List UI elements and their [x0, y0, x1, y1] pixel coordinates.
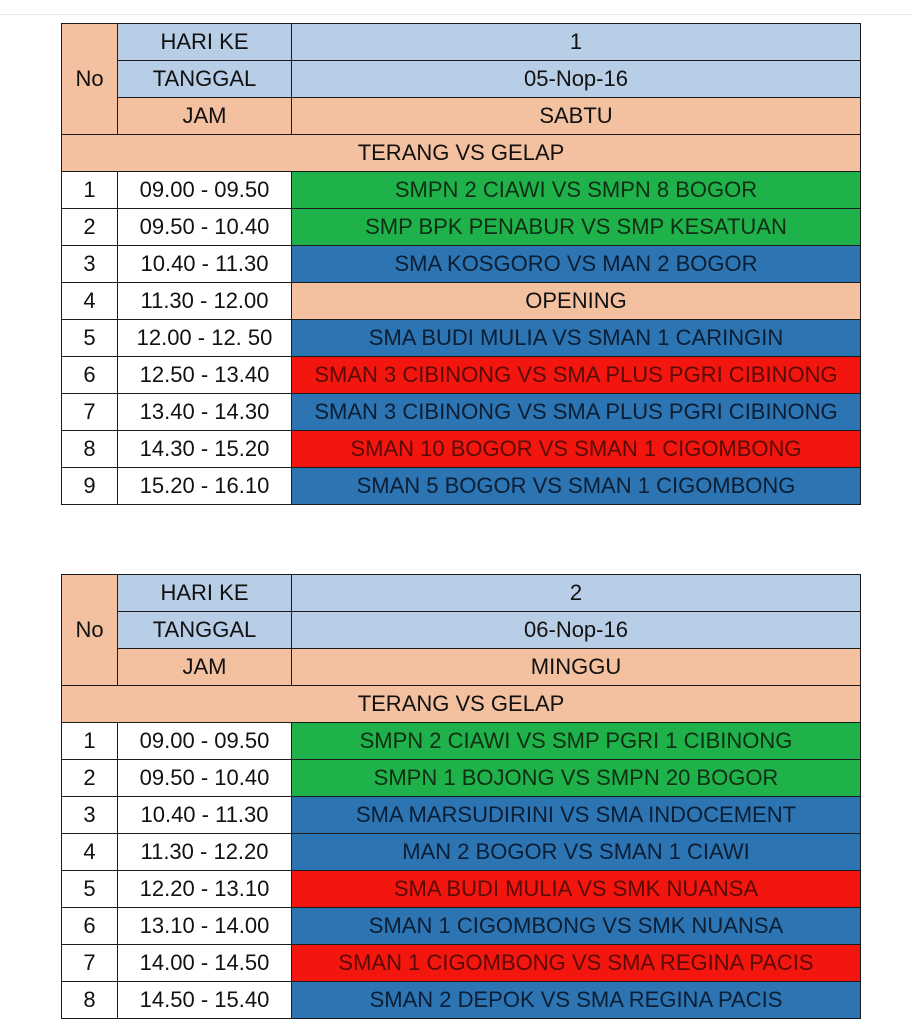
- jam-label: JAM: [118, 98, 292, 135]
- no-header: No: [62, 575, 118, 686]
- match-cell: SMA BUDI MULIA VS SMK NUANSA: [292, 871, 861, 908]
- table-row: [62, 431, 861, 468]
- schedule-table-day-1: [61, 23, 861, 505]
- match-cell: SMAN 5 BOGOR VS SMAN 1 CIGOMBONG: [292, 468, 861, 505]
- row-number: 6: [62, 908, 118, 945]
- top-divider: [0, 14, 912, 15]
- row-number: 8: [62, 982, 118, 1019]
- tanggal-value: 05-Nop-16: [292, 61, 861, 98]
- no-header: No: [62, 24, 118, 135]
- time-slot: 09.50 - 10.40: [118, 760, 292, 797]
- match-rows: [62, 723, 861, 1019]
- match-cell: OPENING: [292, 283, 861, 320]
- table-row: [62, 908, 861, 945]
- match-cell: SMAN 1 CIGOMBONG VS SMK NUANSA: [292, 908, 861, 945]
- time-slot: 11.30 - 12.20: [118, 834, 292, 871]
- match-cell: SMA KOSGORO VS MAN 2 BOGOR: [292, 246, 861, 283]
- row-number: 5: [62, 871, 118, 908]
- match-cell: SMAN 3 CIBINONG VS SMA PLUS PGRI CIBINONG: [292, 357, 861, 394]
- schedule-table-day-2: [61, 574, 861, 1019]
- match-cell: SMAN 10 BOGOR VS SMAN 1 CIGOMBONG: [292, 431, 861, 468]
- table-row: [62, 982, 861, 1019]
- time-slot: 09.00 - 09.50: [118, 723, 292, 760]
- row-number: 4: [62, 834, 118, 871]
- match-cell: SMA MARSUDIRINI VS SMA INDOCEMENT: [292, 797, 861, 834]
- match-cell: SMPN 2 CIAWI VS SMPN 8 BOGOR: [292, 172, 861, 209]
- table-row: [62, 394, 861, 431]
- time-slot: 15.20 - 16.10: [118, 468, 292, 505]
- tanggal-label: TANGGAL: [118, 612, 292, 649]
- table-row: [62, 283, 861, 320]
- row-number: 3: [62, 246, 118, 283]
- row-number: 3: [62, 797, 118, 834]
- time-slot: 13.40 - 14.30: [118, 394, 292, 431]
- tanggal-label: TANGGAL: [118, 61, 292, 98]
- time-slot: 10.40 - 11.30: [118, 246, 292, 283]
- table-row: [62, 871, 861, 908]
- time-slot: 14.50 - 15.40: [118, 982, 292, 1019]
- table-row: [62, 834, 861, 871]
- table-row: [62, 246, 861, 283]
- hari-ke-value: 1: [292, 24, 861, 61]
- row-number: 8: [62, 431, 118, 468]
- row-number: 5: [62, 320, 118, 357]
- time-slot: 14.00 - 14.50: [118, 945, 292, 982]
- row-number: 6: [62, 357, 118, 394]
- match-cell: MAN 2 BOGOR VS SMAN 1 CIAWI: [292, 834, 861, 871]
- time-slot: 13.10 - 14.00: [118, 908, 292, 945]
- row-number: 2: [62, 760, 118, 797]
- tanggal-value: 06-Nop-16: [292, 612, 861, 649]
- day-name: SABTU: [292, 98, 861, 135]
- day-name: MINGGU: [292, 649, 861, 686]
- table-row: [62, 468, 861, 505]
- hari-ke-label: HARI KE: [118, 575, 292, 612]
- table-row: [62, 760, 861, 797]
- match-cell: SMPN 2 CIAWI VS SMP PGRI 1 CIBINONG: [292, 723, 861, 760]
- section-header: TERANG VS GELAP: [62, 686, 861, 723]
- time-slot: 10.40 - 11.30: [118, 797, 292, 834]
- hari-ke-value: 2: [292, 575, 861, 612]
- time-slot: 09.00 - 09.50: [118, 172, 292, 209]
- time-slot: 14.30 - 15.20: [118, 431, 292, 468]
- match-cell: SMAN 1 CIGOMBONG VS SMA REGINA PACIS: [292, 945, 861, 982]
- match-cell: SMAN 2 DEPOK VS SMA REGINA PACIS: [292, 982, 861, 1019]
- table-row: [62, 797, 861, 834]
- table-row: [62, 945, 861, 982]
- table-row: [62, 357, 861, 394]
- time-slot: 12.50 - 13.40: [118, 357, 292, 394]
- table-row: [62, 172, 861, 209]
- time-slot: 11.30 - 12.00: [118, 283, 292, 320]
- match-cell: SMPN 1 BOJONG VS SMPN 20 BOGOR: [292, 760, 861, 797]
- row-number: 9: [62, 468, 118, 505]
- time-slot: 12.20 - 13.10: [118, 871, 292, 908]
- row-number: 4: [62, 283, 118, 320]
- table-row: [62, 723, 861, 760]
- match-cell: SMP BPK PENABUR VS SMP KESATUAN: [292, 209, 861, 246]
- section-header: TERANG VS GELAP: [62, 135, 861, 172]
- table-row: [62, 209, 861, 246]
- hari-ke-label: HARI KE: [118, 24, 292, 61]
- table-row: [62, 320, 861, 357]
- time-slot: 09.50 - 10.40: [118, 209, 292, 246]
- match-cell: SMA BUDI MULIA VS SMAN 1 CARINGIN: [292, 320, 861, 357]
- time-slot: 12.00 - 12. 50: [118, 320, 292, 357]
- row-number: 7: [62, 394, 118, 431]
- jam-label: JAM: [118, 649, 292, 686]
- row-number: 1: [62, 172, 118, 209]
- row-number: 1: [62, 723, 118, 760]
- match-cell: SMAN 3 CIBINONG VS SMA PLUS PGRI CIBINONG: [292, 394, 861, 431]
- match-rows: [62, 172, 861, 505]
- row-number: 2: [62, 209, 118, 246]
- row-number: 7: [62, 945, 118, 982]
